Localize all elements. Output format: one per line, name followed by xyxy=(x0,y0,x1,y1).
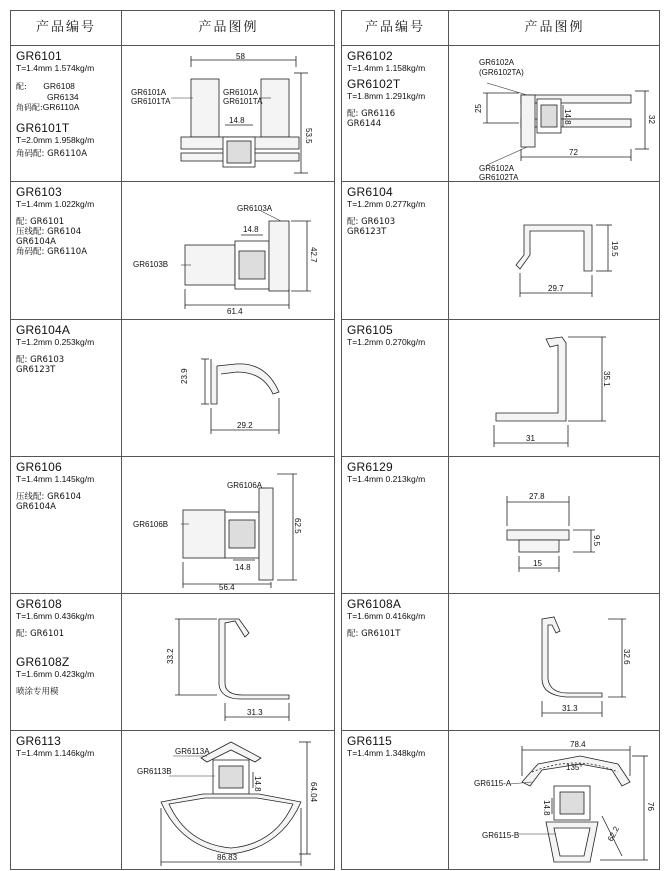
table-row xyxy=(11,730,334,871)
fit-label: 角码配: xyxy=(16,103,43,112)
dim-label: 31.3 xyxy=(247,708,263,717)
profile-drawing xyxy=(502,613,652,725)
dim-label: 27.8 xyxy=(529,492,545,501)
part-label: GR6113A xyxy=(175,747,210,756)
product-spec: T=1.4mm 1.158kg/m xyxy=(347,63,426,73)
table-row xyxy=(342,593,659,731)
part-label: GR6115-B xyxy=(482,831,520,840)
product-code: GR6115 xyxy=(347,734,393,748)
dim-label: 33.2 xyxy=(166,648,175,664)
profile-drawing xyxy=(131,738,331,868)
dim-label: 25 xyxy=(474,104,483,113)
product-spec: T=1.6mm 0.436kg/m xyxy=(16,611,95,621)
dim-label: 14.8 xyxy=(229,116,245,125)
fit-line: 配: GR6103 xyxy=(347,217,396,227)
fit-line: GR6144 xyxy=(347,119,382,129)
dim-label: 86.83 xyxy=(217,853,238,862)
product-info xyxy=(347,185,425,237)
table-row xyxy=(11,181,334,320)
profile-drawing xyxy=(497,480,647,580)
dim-label: 14.8 xyxy=(542,800,551,816)
dim-label: 58 xyxy=(236,52,245,61)
profile-drawing xyxy=(502,211,652,311)
product-info xyxy=(347,734,425,758)
dim-label: 9.5 xyxy=(592,535,601,547)
dim-label: 32.6 xyxy=(622,649,631,665)
part-label: GR6102A xyxy=(479,58,515,67)
fit-line: GR6104A xyxy=(16,502,56,512)
dim-label: 35.1 xyxy=(602,371,611,387)
profile-drawing xyxy=(131,466,331,591)
header-product-drawing: 产品图例 xyxy=(198,20,259,35)
dim-label: 78.4 xyxy=(570,740,586,749)
product-spec: T=1.4mm 1.146kg/m xyxy=(16,748,95,758)
part-label: GR6115-A xyxy=(474,779,512,788)
dim-label: 14.8 xyxy=(563,109,572,125)
header-product-drawing: 产品图例 xyxy=(524,20,585,35)
product-spec: T=1.4mm 0.213kg/m xyxy=(347,474,426,484)
part-label: GR6106A xyxy=(227,481,263,490)
dim-label: 19.5 xyxy=(610,241,619,257)
dim-label: 61.4 xyxy=(227,307,243,316)
profile-drawing xyxy=(482,329,652,454)
product-info xyxy=(16,734,94,758)
dim-label: 15 xyxy=(533,559,542,568)
dim-label: 31 xyxy=(526,434,535,443)
profile-drawing xyxy=(467,53,657,181)
fit-line: 角码配: GR6110A xyxy=(16,149,88,159)
fit-line: 配: GR6116 xyxy=(347,109,396,119)
dim-label: 29.2 xyxy=(237,421,253,430)
part-label: GR6101A xyxy=(223,88,259,97)
left-catalog-table xyxy=(10,10,335,870)
part-label: GR6102A xyxy=(479,164,515,173)
dim-label: 135° xyxy=(566,763,583,772)
fit-line: 角码配: GR6110A xyxy=(16,247,88,257)
dim-label: 72 xyxy=(569,148,578,157)
product-spec: T=1.6mm 0.416kg/m xyxy=(347,611,426,621)
product-spec-alt: T=2.0mm 1.958kg/m xyxy=(16,135,95,145)
product-info xyxy=(16,323,94,375)
fit-item: GR6110A xyxy=(42,102,80,112)
dim-label: 53.5 xyxy=(304,128,313,144)
table-row xyxy=(342,456,659,594)
product-info xyxy=(347,323,425,347)
part-label: GR6113B xyxy=(137,767,172,776)
table-header xyxy=(11,11,334,46)
fit-item: GR6108 xyxy=(43,81,75,91)
product-code: GR6105 xyxy=(347,323,393,337)
part-label: GR6101TA xyxy=(131,97,171,106)
part-label: GR6101TA xyxy=(223,97,263,106)
table-row xyxy=(342,730,659,871)
header-product-code: 产品编号 xyxy=(364,20,425,35)
product-spec-alt: T=1.8mm 1.291kg/m xyxy=(347,91,426,101)
product-info xyxy=(16,185,94,257)
product-code: GR6106 xyxy=(16,460,62,474)
product-spec: T=1.4mm 1.145kg/m xyxy=(16,474,95,484)
dim-label: 76 xyxy=(646,802,655,811)
part-label: (GR6102TA) xyxy=(479,68,524,77)
fit-line: 配: GR6101T xyxy=(347,629,401,639)
table-row xyxy=(342,181,659,320)
product-info xyxy=(347,597,425,639)
product-spec: T=1.2mm 0.277kg/m xyxy=(347,199,426,209)
dim-label: 32 xyxy=(647,115,656,124)
part-label: GR6103B xyxy=(133,260,169,269)
product-code: GR6104A xyxy=(16,323,71,337)
profile-drawing xyxy=(131,201,331,316)
table-row xyxy=(11,456,334,594)
fit-line: 压线配: GR6104 xyxy=(16,492,82,502)
profile-drawing xyxy=(131,53,331,178)
fit-line: GR6123T xyxy=(347,227,387,237)
product-code-alt: GR6102T xyxy=(347,77,401,91)
product-spec: T=1.4mm 1.022kg/m xyxy=(16,199,95,209)
dim-label: 62.2 xyxy=(605,824,622,843)
product-spec-alt: T=1.6mm 0.423kg/m xyxy=(16,669,95,679)
dim-label: 56.4 xyxy=(219,583,235,592)
product-spec: T=1.4mm 1.574kg/m xyxy=(16,63,95,73)
product-code: GR6113 xyxy=(16,734,62,748)
right-catalog-table xyxy=(341,10,660,870)
table-row xyxy=(11,593,334,731)
fit-line: GR6123T xyxy=(16,365,56,375)
dim-label: 14.8 xyxy=(243,225,259,234)
product-code: GR6101 xyxy=(16,49,62,63)
table-row xyxy=(11,45,334,182)
fit-line: GR6104A xyxy=(16,237,56,247)
product-info xyxy=(16,49,94,159)
part-label: GR6101A xyxy=(131,88,167,97)
dim-label: 64.04 xyxy=(309,782,318,803)
product-spec: T=1.2mm 0.253kg/m xyxy=(16,337,95,347)
product-code-alt: GR6108Z xyxy=(16,655,70,669)
product-spec: T=1.2mm 0.270kg/m xyxy=(347,337,426,347)
product-code: GR6108A xyxy=(347,597,402,611)
table-header xyxy=(342,11,659,46)
product-info xyxy=(347,460,425,484)
table-row xyxy=(342,45,659,182)
product-code: GR6108 xyxy=(16,597,62,611)
header-product-code: 产品编号 xyxy=(35,20,96,35)
dim-label: 29.7 xyxy=(548,284,564,293)
fit-item: GR6134 xyxy=(47,92,79,102)
fit-line: 配: GR6101 xyxy=(16,629,65,639)
product-code-alt: GR6101T xyxy=(16,121,70,135)
dim-label: 14.8 xyxy=(253,776,262,792)
table-row xyxy=(11,319,334,457)
part-label: GR6103A xyxy=(237,204,273,213)
profile-drawing xyxy=(472,736,657,870)
dim-label: 31.3 xyxy=(562,704,578,713)
part-label: GR6102TA xyxy=(479,173,519,182)
fit-line: 配: GR6101 xyxy=(16,217,65,227)
fit-line: 配: GR6103 xyxy=(16,355,65,365)
product-code: GR6129 xyxy=(347,460,393,474)
dim-label: 23.9 xyxy=(180,368,189,384)
product-code: GR6104 xyxy=(347,185,393,199)
product-spec: T=1.4mm 1.348kg/m xyxy=(347,748,426,758)
product-code: GR6103 xyxy=(16,185,62,199)
dim-label: 14.8 xyxy=(235,563,251,572)
product-code: GR6102 xyxy=(347,49,393,63)
table-row xyxy=(342,319,659,457)
product-info xyxy=(16,460,94,512)
dim-label: 62.5 xyxy=(293,518,302,534)
fit-label: 配: xyxy=(16,82,27,91)
dim-label: 42.7 xyxy=(309,247,318,263)
product-note: 喷涂专用模 xyxy=(16,687,59,697)
part-label: GR6106B xyxy=(133,520,169,529)
profile-drawing xyxy=(181,344,321,454)
fit-line: 压线配: GR6104 xyxy=(16,227,82,237)
product-info xyxy=(16,597,94,697)
product-info xyxy=(347,49,425,129)
profile-drawing xyxy=(161,615,321,725)
